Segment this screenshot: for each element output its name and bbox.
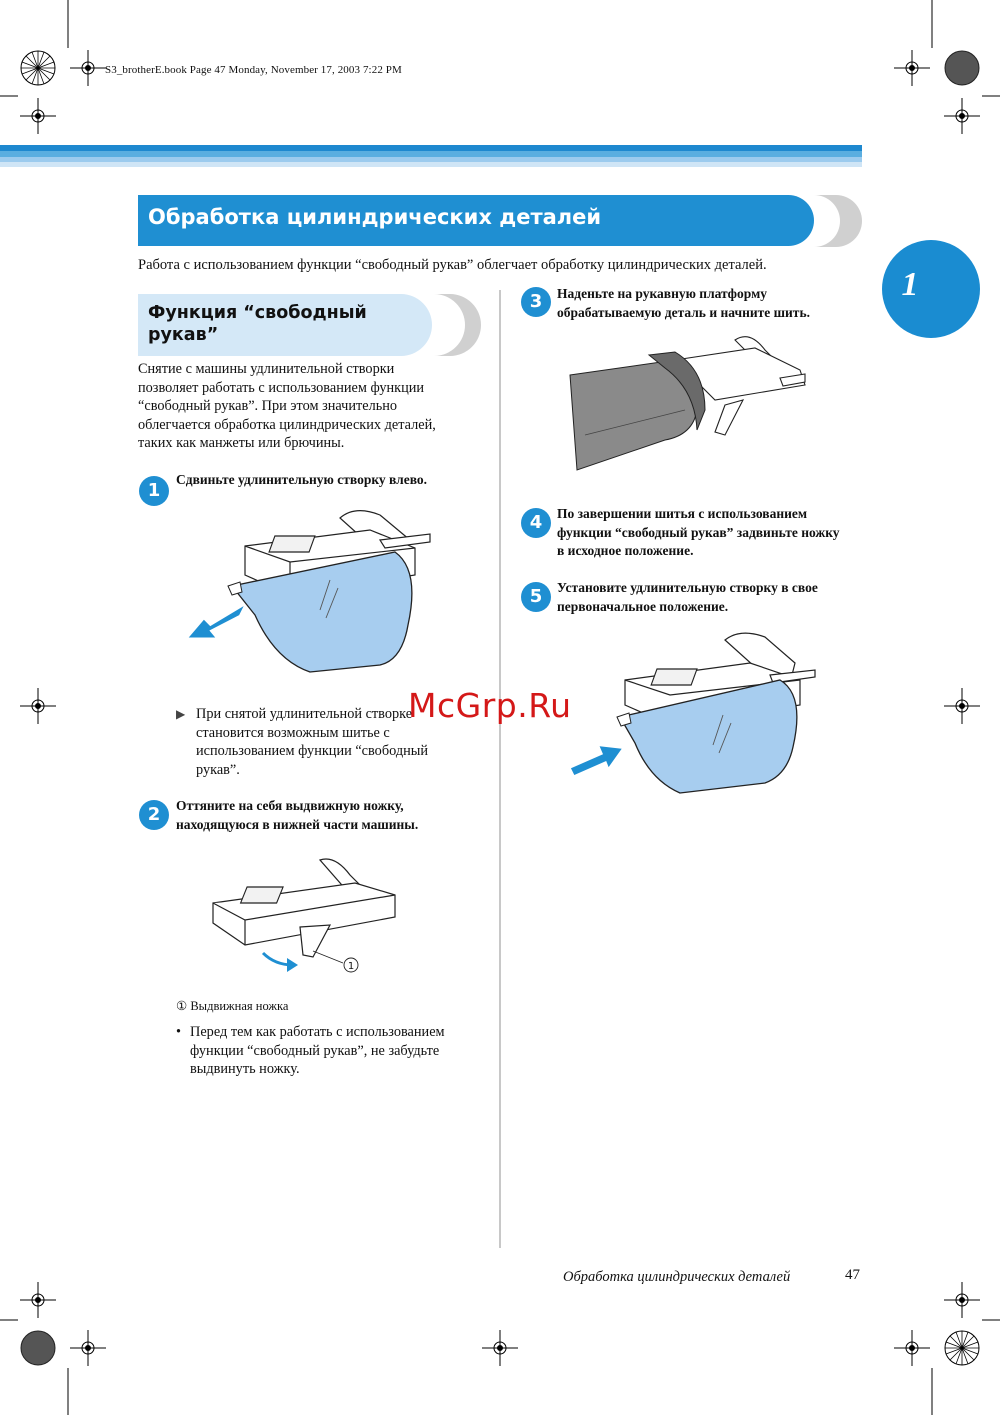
step-line: функции “свободный рукав” задвиньте ножку xyxy=(557,524,840,540)
illustration-extension-right xyxy=(565,625,835,795)
callout-number: ① xyxy=(176,999,188,1013)
section-title: Обработка цилиндрических деталей xyxy=(148,205,602,229)
watermark: McGrp.Ru xyxy=(408,686,572,725)
illustration-pull-leg xyxy=(205,855,405,975)
step-number-badge: 3 xyxy=(521,287,551,317)
section-intro: Работа с использованием функции “свободный рукав” облегчает обработку цилиндрических деталей. xyxy=(138,257,767,273)
paragraph-line: таких как манжеты или брючины. xyxy=(138,435,345,452)
step-number-badge: 1 xyxy=(139,476,169,506)
callout-label: Выдвижная ножка xyxy=(190,999,289,1013)
header-stripe xyxy=(0,162,862,167)
banner-end-icon xyxy=(808,195,864,247)
step-1-text xyxy=(176,471,427,490)
crosshair-icon xyxy=(68,1330,106,1415)
note-line: использованием функции “свободный xyxy=(196,743,429,760)
bullet-icon: • xyxy=(176,1024,182,1040)
step-2-text xyxy=(176,797,418,834)
note-line: выдвинуть ножку. xyxy=(190,1061,300,1078)
crosshair-icon xyxy=(0,1282,56,1320)
step-line: Оттяните на себя выдвижную ножку, xyxy=(176,798,404,813)
note-line: При снятой удлинительной створке xyxy=(196,706,413,722)
step-line: Сдвиньте удлинительную створку влево. xyxy=(176,472,428,487)
crosshair-icon xyxy=(20,688,56,724)
arrow-left-icon xyxy=(192,610,240,636)
step-line: в исходное положение. xyxy=(557,543,694,558)
page-number: 47 xyxy=(845,1267,860,1283)
subsection-title: Функция “свободный рукав” xyxy=(148,303,367,345)
step-line: Наденьте на рукавную платформу xyxy=(557,286,768,301)
column-divider xyxy=(499,290,501,1248)
step-line: обрабатываемую деталь и начните шить. xyxy=(557,304,810,320)
step-4-text xyxy=(557,505,840,561)
footer-title: Обработка цилиндрических деталей xyxy=(563,1269,791,1285)
note-line: функции “свободный рукав”, не забудьте xyxy=(190,1042,440,1059)
step-5-text xyxy=(557,579,818,616)
step-number-badge: 4 xyxy=(521,508,551,538)
crop-starburst-icon xyxy=(21,51,55,85)
arrow-right-icon xyxy=(573,748,619,773)
paragraph-line: позволяет работать с использованием функции xyxy=(138,379,425,396)
crosshair-icon xyxy=(944,688,980,724)
step-number-badge: 2 xyxy=(139,800,169,830)
illustration-extension-left xyxy=(180,500,450,675)
note-line: становится возможным шитье с xyxy=(196,724,390,741)
step-line: первоначальное положение. xyxy=(557,598,729,614)
crop-dark-circle-icon xyxy=(21,1331,55,1365)
crosshair-icon xyxy=(482,1330,518,1366)
step-line: По завершении шитья с использованием xyxy=(557,506,808,521)
print-header: S3_brotherE.book Page 47 Monday, November 17, 2003 7:22 PM xyxy=(105,64,402,76)
chapter-number: 1 xyxy=(901,266,919,303)
bullet-note xyxy=(176,1023,486,1079)
crosshair-icon xyxy=(0,96,56,134)
crosshair-icon xyxy=(894,0,932,86)
crosshair-icon xyxy=(944,96,1000,134)
step-line: Установите удлинительную створку в свое xyxy=(557,580,818,595)
illustration-free-arm-sewing xyxy=(565,330,815,480)
banner-end-icon xyxy=(428,294,484,356)
step-line: находящуюся в нижней части машины. xyxy=(176,816,419,832)
paragraph-line: облегчается обработка цилиндрических деталей, xyxy=(138,416,436,433)
note-line: рукав”. xyxy=(196,761,240,778)
step-number-badge: 5 xyxy=(521,582,551,612)
subsection-paragraph xyxy=(138,360,498,453)
paragraph-line: “свободный рукав”. При этом значительно xyxy=(138,398,398,415)
paragraph-line: Снятие с машины удлинительной створки xyxy=(138,361,395,377)
crosshair-icon xyxy=(68,0,106,86)
crop-starburst-icon xyxy=(945,1331,979,1365)
step-3-text xyxy=(557,285,810,322)
crop-dark-circle-icon xyxy=(945,51,979,85)
callout-marker: 1 xyxy=(347,961,355,972)
note-line: Перед тем как работать с использованием xyxy=(190,1024,445,1040)
crosshair-icon xyxy=(894,1330,932,1415)
callout-caption xyxy=(176,998,288,1014)
result-arrow-icon: ▶ xyxy=(176,707,186,721)
crosshair-icon xyxy=(944,1282,1000,1320)
